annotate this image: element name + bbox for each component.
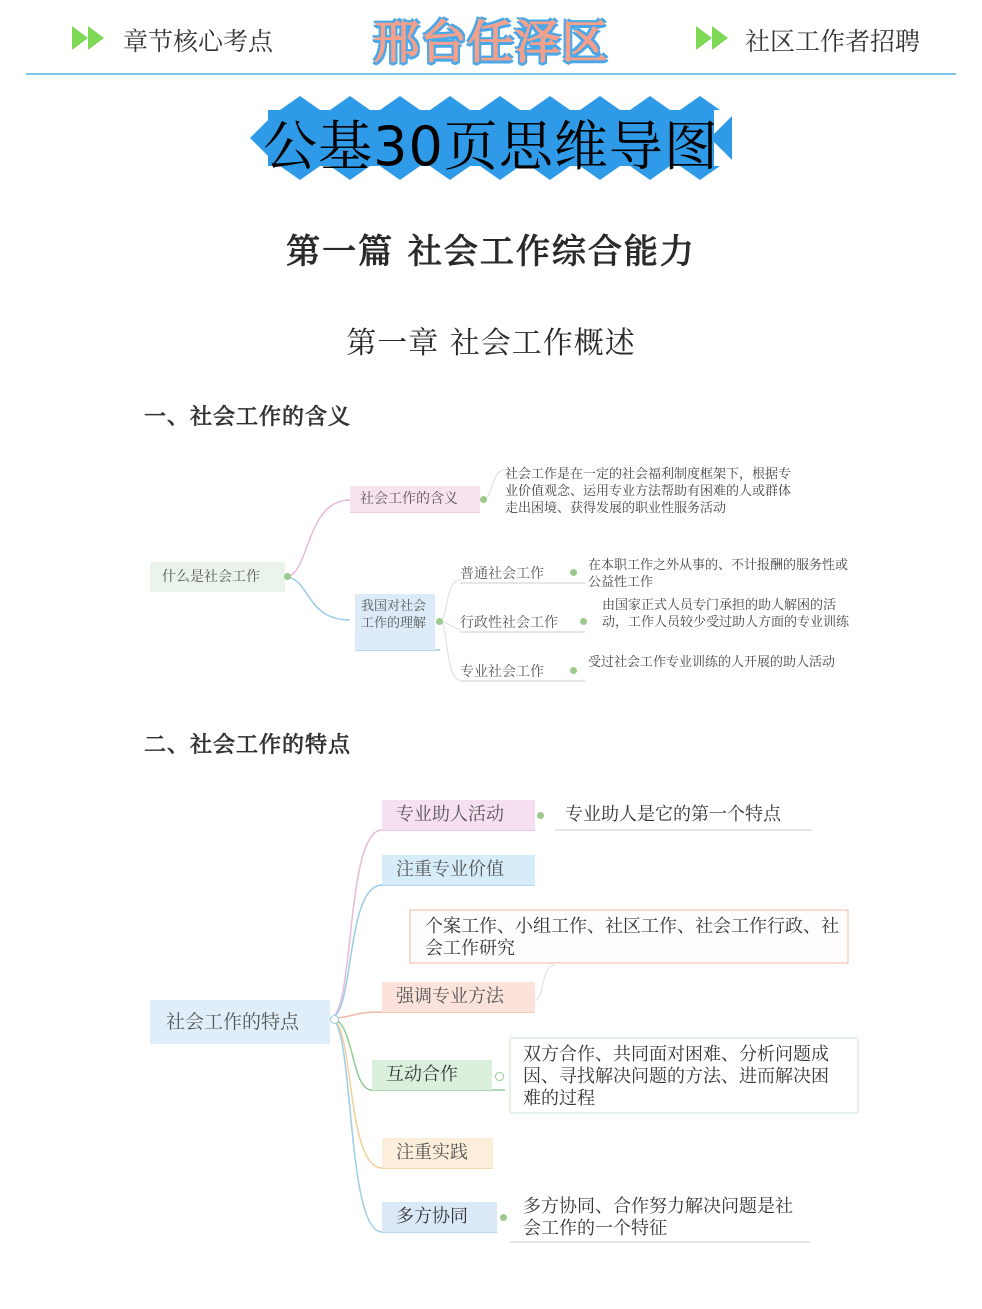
features-root-node: 社会工作的特点	[150, 1000, 330, 1044]
header-right-label: 社区工作者招聘	[745, 27, 921, 56]
mindmap-root-node: 什么是社会工作	[150, 562, 285, 592]
node-dot	[570, 667, 577, 674]
brand-title: 邢台任泽区	[373, 15, 609, 69]
type-name-professional: 专业社会工作	[460, 664, 544, 680]
type-name-administrative: 行政性社会工作	[460, 615, 558, 631]
chapter-title: 第一章 社会工作概述	[346, 326, 636, 361]
feature-collaboration-desc: 多方协同、合作努力解决问题是社会工作的一个特征	[523, 1196, 793, 1239]
node-dot	[284, 573, 291, 580]
node-dot	[537, 812, 544, 819]
node-dot	[436, 618, 443, 625]
node-dot	[570, 569, 577, 576]
section1-title: 一、社会工作的含义	[144, 405, 352, 430]
part-title: 第一篇 社会工作综合能力	[286, 232, 696, 272]
type-desc-professional: 受过社会工作专业训练的人开展的助人活动	[588, 655, 836, 670]
banner-title: 公基30页思维导图	[263, 115, 719, 178]
feature-professional-values: 注重专业价值	[382, 855, 535, 885]
type-name-general: 普通社会工作	[460, 566, 544, 582]
node-dot	[500, 1214, 507, 1221]
node-dot	[580, 618, 587, 625]
understanding-node: 我国对社会工作的理解	[355, 594, 435, 650]
feature-cooperation-desc: 双方合作、共同面对困难、分析问题成因、寻找解决问题的方法、进而解决困难的过程	[523, 1044, 829, 1109]
type-desc-general: 在本职工作之外从事的、不计报酬的服务性或公益性工作	[588, 558, 849, 590]
feature-methods-desc: 个案工作、小组工作、社区工作、社会工作行政、社会工作研究	[425, 916, 839, 959]
meaning-node: 社会工作的含义	[350, 486, 480, 512]
meaning-text: 社会工作是在一定的社会福利制度框架下，根据专业价值观念、运用专业方法帮助有困难的人或群体走出困境、获得发展的职业性服务活动	[505, 467, 792, 516]
feature-practice: 注重实践	[382, 1138, 493, 1168]
section2-title: 二、社会工作的特点	[144, 733, 352, 758]
feature-professional-help: 专业助人活动	[382, 800, 535, 830]
node-dot	[480, 496, 487, 503]
feature-professional-methods: 强调专业方法	[382, 982, 535, 1012]
header-left-label: 章节核心考点	[123, 27, 274, 56]
node-dot	[495, 1072, 504, 1081]
type-desc-administrative: 由国家正式人员专门承担的助人解困的活动，工作人员较少受过助人方面的专业训练	[602, 598, 850, 630]
feature-interactive-cooperation: 互动合作	[372, 1060, 492, 1090]
feature-professional-help-desc: 专业助人是它的第一个特点	[565, 804, 781, 825]
node-dot	[330, 1015, 339, 1024]
feature-multi-collaboration: 多方协同	[382, 1202, 497, 1232]
